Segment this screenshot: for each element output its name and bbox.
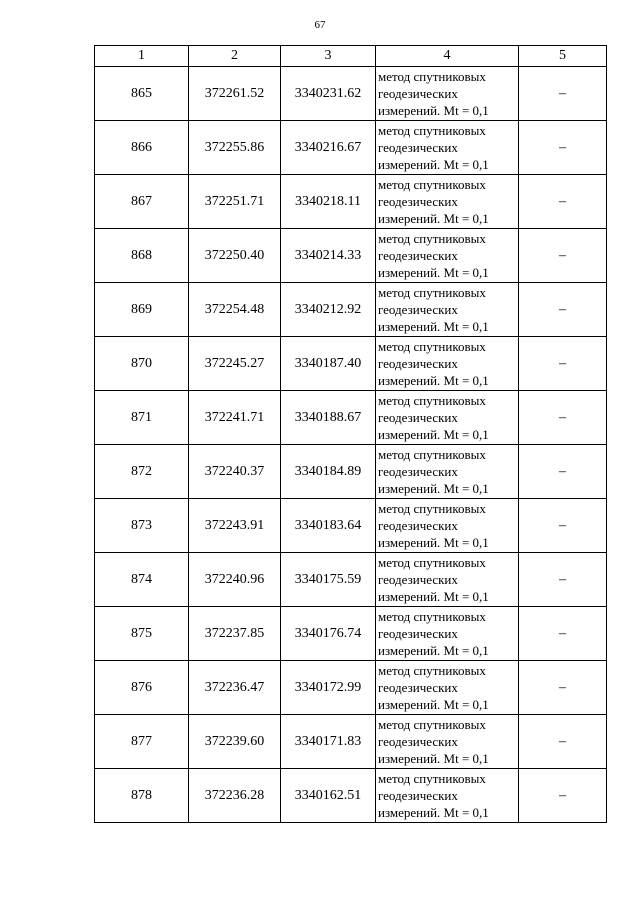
x-coordinate-cell: 372237.85: [189, 607, 281, 661]
method-line: метод спутниковых: [378, 393, 486, 408]
table-row: [95, 445, 607, 499]
note-cell: –: [519, 553, 607, 607]
method-line: измерений. Mt = 0,1: [378, 589, 489, 604]
method-line: метод спутниковых: [378, 501, 486, 516]
column-header-3: 3: [281, 46, 376, 67]
x-coordinate-cell: 372239.60: [189, 715, 281, 769]
x-coordinate-cell: 372245.27: [189, 337, 281, 391]
y-coordinate-cell: 3340216.67: [281, 121, 376, 175]
y-coordinate-cell: 3340175.59: [281, 553, 376, 607]
method-line: метод спутниковых: [378, 447, 486, 462]
method-line: метод спутниковых: [378, 285, 486, 300]
method-line: метод спутниковых: [378, 609, 486, 624]
point-number-cell: 865: [95, 67, 189, 121]
x-coordinate-cell: 372241.71: [189, 391, 281, 445]
method-line: измерений. Mt = 0,1: [378, 157, 489, 172]
note-cell: –: [519, 715, 607, 769]
method-line: измерений. Mt = 0,1: [378, 211, 489, 226]
column-header-5: 5: [519, 46, 607, 67]
x-coordinate-cell: 372250.40: [189, 229, 281, 283]
y-coordinate-cell: 3340218.11: [281, 175, 376, 229]
y-coordinate-cell: 3340183.64: [281, 499, 376, 553]
method-cell: [376, 769, 519, 823]
point-number-cell: 874: [95, 553, 189, 607]
method-line: геодезических: [378, 734, 458, 749]
point-number-cell: 867: [95, 175, 189, 229]
table-row: [95, 553, 607, 607]
table-row: [95, 607, 607, 661]
table-row: [95, 715, 607, 769]
method-line: метод спутниковых: [378, 663, 486, 678]
method-cell: [376, 229, 519, 283]
method-cell: [376, 337, 519, 391]
note-cell: –: [519, 121, 607, 175]
note-cell: –: [519, 661, 607, 715]
y-coordinate-cell: 3340162.51: [281, 769, 376, 823]
page-number: 67: [314, 19, 326, 31]
method-line: геодезических: [378, 626, 458, 641]
method-line: геодезических: [378, 788, 458, 803]
table-row: [95, 769, 607, 823]
method-line: метод спутниковых: [378, 555, 486, 570]
table-row: [95, 391, 607, 445]
note-cell: –: [519, 607, 607, 661]
table-row: [95, 175, 607, 229]
note-cell: –: [519, 175, 607, 229]
method-line: метод спутниковых: [378, 123, 486, 138]
note-cell: –: [519, 229, 607, 283]
x-coordinate-cell: 372236.28: [189, 769, 281, 823]
method-cell: [376, 67, 519, 121]
method-line: геодезических: [378, 680, 458, 695]
table-body: [95, 67, 607, 823]
method-line: измерений. Mt = 0,1: [378, 751, 489, 766]
note-cell: –: [519, 67, 607, 121]
method-cell: [376, 607, 519, 661]
method-line: геодезических: [378, 464, 458, 479]
y-coordinate-cell: 3340214.33: [281, 229, 376, 283]
point-number-cell: 872: [95, 445, 189, 499]
y-coordinate-cell: 3340187.40: [281, 337, 376, 391]
y-coordinate-cell: 3340176.74: [281, 607, 376, 661]
note-cell: –: [519, 445, 607, 499]
method-line: геодезических: [378, 572, 458, 587]
note-cell: –: [519, 499, 607, 553]
point-number-cell: 866: [95, 121, 189, 175]
table-row: [95, 499, 607, 553]
method-cell: [376, 499, 519, 553]
method-cell: [376, 121, 519, 175]
method-cell: [376, 175, 519, 229]
method-line: геодезических: [378, 140, 458, 155]
note-cell: –: [519, 283, 607, 337]
point-number-cell: 875: [95, 607, 189, 661]
method-line: измерений. Mt = 0,1: [378, 643, 489, 658]
table-header-row: [95, 46, 607, 67]
method-line: метод спутниковых: [378, 231, 486, 246]
point-number-cell: 868: [95, 229, 189, 283]
method-line: измерений. Mt = 0,1: [378, 697, 489, 712]
y-coordinate-cell: 3340212.92: [281, 283, 376, 337]
method-line: измерений. Mt = 0,1: [378, 265, 489, 280]
column-header-4: 4: [376, 46, 519, 67]
note-cell: –: [519, 391, 607, 445]
method-line: геодезических: [378, 194, 458, 209]
table-row: [95, 661, 607, 715]
y-coordinate-cell: 3340184.89: [281, 445, 376, 499]
table-row: [95, 337, 607, 391]
method-line: метод спутниковых: [378, 69, 486, 84]
method-line: геодезических: [378, 410, 458, 425]
method-cell: [376, 715, 519, 769]
point-number-cell: 878: [95, 769, 189, 823]
y-coordinate-cell: 3340171.83: [281, 715, 376, 769]
method-cell: [376, 553, 519, 607]
table-row: [95, 121, 607, 175]
method-cell: [376, 661, 519, 715]
x-coordinate-cell: 372255.86: [189, 121, 281, 175]
x-coordinate-cell: 372240.37: [189, 445, 281, 499]
x-coordinate-cell: 372251.71: [189, 175, 281, 229]
point-number-cell: 869: [95, 283, 189, 337]
method-line: измерений. Mt = 0,1: [378, 481, 489, 496]
note-cell: –: [519, 769, 607, 823]
method-cell: [376, 283, 519, 337]
method-line: метод спутниковых: [378, 339, 486, 354]
method-line: измерений. Mt = 0,1: [378, 427, 489, 442]
method-line: измерений. Mt = 0,1: [378, 103, 489, 118]
point-number-cell: 876: [95, 661, 189, 715]
table-row: [95, 229, 607, 283]
method-line: измерений. Mt = 0,1: [378, 535, 489, 550]
table-row: [95, 67, 607, 121]
y-coordinate-cell: 3340231.62: [281, 67, 376, 121]
table-row: [95, 283, 607, 337]
x-coordinate-cell: 372243.91: [189, 499, 281, 553]
point-number-cell: 871: [95, 391, 189, 445]
x-coordinate-cell: 372240.96: [189, 553, 281, 607]
method-line: метод спутниковых: [378, 717, 486, 732]
method-line: метод спутниковых: [378, 771, 486, 786]
point-number-cell: 870: [95, 337, 189, 391]
point-number-cell: 877: [95, 715, 189, 769]
note-cell: –: [519, 337, 607, 391]
method-cell: [376, 391, 519, 445]
column-header-2: 2: [189, 46, 281, 67]
method-line: геодезических: [378, 248, 458, 263]
method-line: измерений. Mt = 0,1: [378, 373, 489, 388]
column-header-1: 1: [95, 46, 189, 67]
coordinates-table: [94, 45, 607, 823]
method-line: геодезических: [378, 86, 458, 101]
y-coordinate-cell: 3340172.99: [281, 661, 376, 715]
x-coordinate-cell: 372254.48: [189, 283, 281, 337]
method-line: измерений. Mt = 0,1: [378, 319, 489, 334]
method-line: геодезических: [378, 302, 458, 317]
point-number-cell: 873: [95, 499, 189, 553]
y-coordinate-cell: 3340188.67: [281, 391, 376, 445]
x-coordinate-cell: 372236.47: [189, 661, 281, 715]
method-line: метод спутниковых: [378, 177, 486, 192]
method-line: геодезических: [378, 518, 458, 533]
method-line: измерений. Mt = 0,1: [378, 805, 489, 820]
x-coordinate-cell: 372261.52: [189, 67, 281, 121]
method-cell: [376, 445, 519, 499]
method-line: геодезических: [378, 356, 458, 371]
